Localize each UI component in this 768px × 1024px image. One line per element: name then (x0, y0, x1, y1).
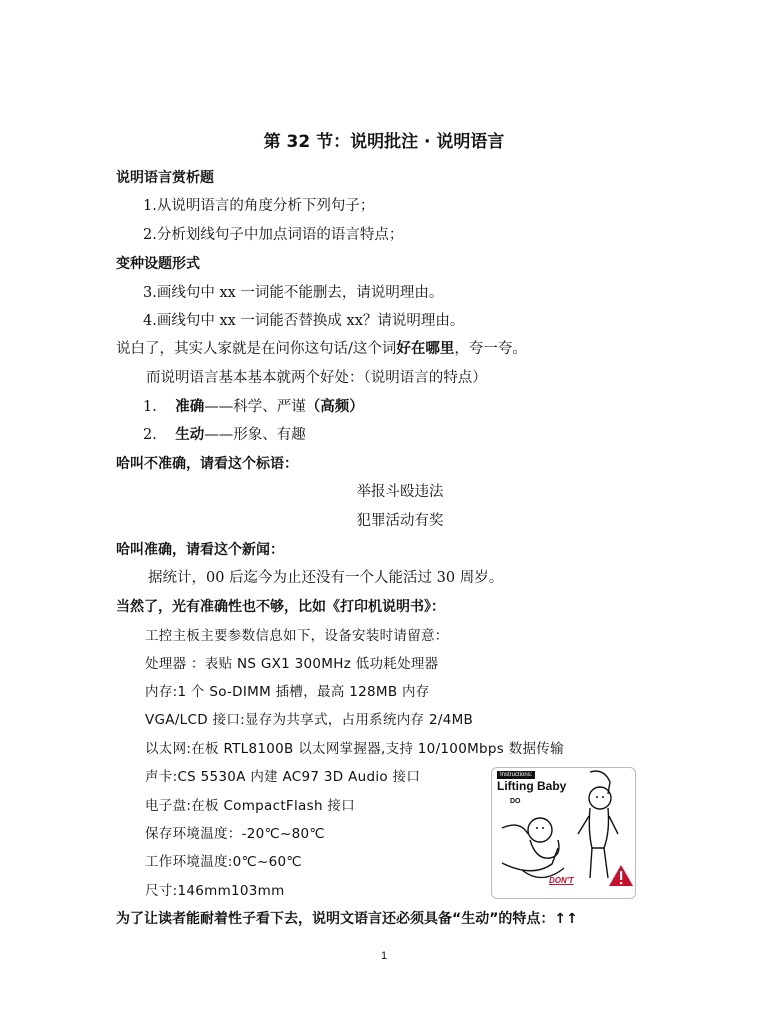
explanation-line (116, 339, 527, 359)
page-number: 1 (380, 950, 388, 962)
feature-term: 准确 (175, 399, 205, 415)
question-item-1: 1.从说明语言的角度分析下列句子； (143, 198, 375, 214)
spec-line: 尺寸:146mm103mm (145, 883, 285, 899)
spec-line: 电子盘:在板 CompactFlash 接口 (145, 798, 356, 814)
spec-line: 保存环境温度：-20℃~80℃ (145, 826, 325, 842)
news-heading: 哈叫准确，请看这个新闻： (116, 542, 284, 558)
slogan-line-1: 举报斗殴违法 (356, 484, 444, 500)
spec-line: 以太网:在板 RTL8100B 以太网掌握器,支持 10/100Mbps 数据传输 (145, 741, 564, 757)
spec-line: VGA/LCD 接口:显存为共享式，占用系统内存 2/4MB (145, 712, 474, 728)
slogan-heading: 哈叫不准确，请看这个标语： (116, 456, 298, 472)
explanation-end: ，夸一夸。 (454, 341, 527, 357)
spec-line: 声卡:CS 5530A 内建 AC97 3D Audio 接口 (145, 769, 421, 785)
feature-item-accurate (143, 397, 364, 417)
feature-desc: ——形象、有趣 (204, 427, 306, 443)
spec-line: 内存:1 个 So-DIMM 插槽，最高 128MB 内存 (145, 684, 430, 700)
section-heading-variants: 变种设题形式 (116, 256, 200, 272)
question-item-2: 2.分析划线句子中加点词语的语言特点； (143, 227, 404, 243)
feature-intro: 而说明语言基本基本就两个好处：（说明语言的特点） (146, 370, 487, 386)
spec-line: 工控主板主要参数信息如下，设备安装时请留意： (145, 628, 449, 644)
feature-item-vivid (143, 425, 306, 445)
illustration-title: Lifting Baby (497, 779, 567, 793)
explanation-bold: 好在哪里 (396, 341, 455, 357)
page-title: 第 32 节：说明批注 · 说明语言 (263, 132, 505, 152)
illustration-tag: Instructions: (497, 771, 535, 779)
dont-label: DON'T (549, 876, 574, 885)
spec-line: 工作环境温度:0℃~60℃ (145, 854, 302, 870)
feature-tag: （高频） (305, 399, 364, 415)
feature-term: 生动 (175, 427, 205, 443)
question-item-4: 4.画线句中 xx 一词能否替换成 xx？请说明理由。 (143, 313, 465, 329)
lifting-baby-illustration (491, 767, 636, 899)
printer-heading: 当然了，光有准确性也不够，比如《打印机说明书》： (116, 599, 445, 615)
slogan-line-2: 犯罪活动有奖 (356, 513, 444, 529)
do-label: DO (510, 798, 521, 805)
section-heading-appreciation: 说明语言赏析题 (116, 170, 214, 186)
news-text: 据统计，00 后迄今为止还没有一个人能活过 30 周岁。 (148, 570, 504, 586)
feature-num: 2. (143, 427, 157, 443)
question-item-3: 3.画线句中 xx 一词能不能删去，请说明理由。 (143, 285, 444, 301)
closing-line: 为了让读者能耐着性子看下去，说明文语言还必须具备“生动”的特点：↑↑ (116, 911, 578, 927)
feature-num: 1. (143, 399, 157, 415)
explanation-text: 说白了，其实人家就是在问你这句话/这个词 (116, 341, 397, 357)
feature-desc: ——科学、严谨 (204, 399, 306, 415)
spec-line: 处理器 ：表贴 NS GX1 300MHz 低功耗处理器 (145, 656, 439, 672)
